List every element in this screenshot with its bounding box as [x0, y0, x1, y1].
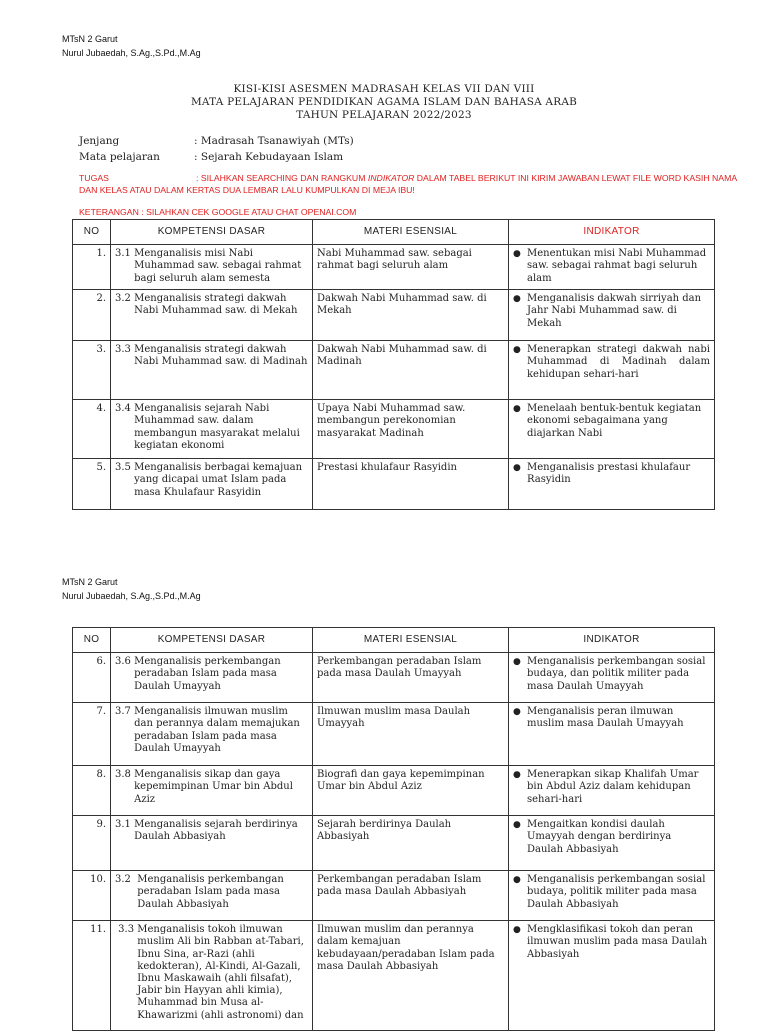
row-indikator: [509, 245, 715, 290]
indikator-text: Menganalisis prestasi khulafaur Rasyidin: [527, 462, 691, 486]
page2-header: [62, 575, 201, 603]
row-materi: Ilmuwan muslim dan perannya dalam kemajuan kebudayaan/peradaban Islam pada masa Daulah Abbasiyah: [313, 921, 509, 1031]
header-kompetensi: KOMPETENSI DASAR: [111, 628, 313, 653]
row-materi: Prestasi khulafaur Rasyidin: [313, 459, 509, 510]
mapel-label: Mata pelajaran: [79, 151, 160, 163]
row-no: 5.: [73, 459, 111, 510]
table-row: [73, 921, 715, 1031]
tugas-text-em: INDIKATOR: [367, 173, 415, 183]
tugas-instruction: [79, 172, 749, 196]
kd-code: 3.2: [115, 874, 138, 886]
bullet-icon: ●: [513, 249, 521, 260]
row-indikator: [509, 290, 715, 341]
kd-text: Menganalisis ilmuwan muslim dan perannya dalam memajukan peradaban Islam pada masa Daulah Umayyah: [134, 706, 300, 754]
row-no: 2.: [73, 290, 111, 341]
kd-text: Menganalisis perkembangan peradaban Islam pada masa Daulah Umayyah: [134, 656, 281, 692]
row-materi: Dakwah Nabi Muhammad saw. di Madinah: [313, 341, 509, 400]
row-no: 8.: [73, 766, 111, 816]
bullet-icon: ●: [513, 657, 521, 668]
row-materi: Perkembangan peradaban Islam pada masa Daulah Abbasiyah: [313, 871, 509, 921]
row-no: 10.: [73, 871, 111, 921]
table-row: [73, 816, 715, 871]
row-indikator: [509, 921, 715, 1031]
kisi-table-1: [72, 219, 715, 510]
row-materi: Biografi dan gaya kepemimpinan Umar bin Abdul Aziz: [313, 766, 509, 816]
row-kd: [111, 816, 313, 871]
school-name: MTsN 2 Garut: [62, 34, 118, 44]
row-indikator: [509, 703, 715, 766]
row-kd: [111, 921, 313, 1031]
indikator-text: Mengklasifikasi tokoh dan peran ilmuwan muslim pada masa Daulah Abbasiyah: [527, 924, 708, 960]
row-no: 7.: [73, 703, 111, 766]
school-name: MTsN 2 Garut: [62, 577, 118, 587]
row-no: 6.: [73, 653, 111, 703]
indikator-text: Menganalisis peran ilmuwan muslim masa Daulah Umayyah: [527, 706, 684, 730]
row-kd: [111, 459, 313, 510]
mapel-value: : Sejarah Kebudayaan Islam: [194, 151, 344, 163]
row-materi: Dakwah Nabi Muhammad saw. di Mekah: [313, 290, 509, 341]
bullet-icon: ●: [513, 345, 521, 356]
teacher-name: Nurul Jubaedah, S.Ag.,S.Pd.,M.Ag: [62, 591, 201, 601]
indikator-text: Menerapkan strategi dakwah nabi Muhammad di Madinah dalam kehidupan sehari-hari: [527, 344, 710, 380]
kd-code: 3.1: [115, 819, 135, 831]
header-indikator: INDIKATOR: [509, 220, 715, 245]
table-row: [73, 400, 715, 459]
indikator-text: Menerapkan sikap Khalifah Umar bin Abdul Aziz dalam kehidupan sehari-hari: [527, 769, 699, 805]
indikator-text: Menganalisis perkembangan sosial budaya, dan politik militer pada masa Daulah Umayyah: [527, 656, 706, 692]
indikator-text: Menganalisis perkembangan sosial budaya, politik militer pada masa Daulah Abbasiyah: [527, 874, 706, 910]
bullet-icon: ●: [513, 925, 521, 936]
bullet-icon: ●: [513, 770, 521, 781]
teacher-name: Nurul Jubaedah, S.Ag.,S.Pd.,M.Ag: [62, 48, 201, 58]
indikator-text: Mengaitkan kondisi daulah Umayyah dengan berdirinya Daulah Abbasiyah: [527, 819, 672, 855]
kd-text: Menganalisis strategi dakwah Nabi Muhammad saw. di Madinah: [134, 344, 308, 368]
kd-text: Menganalisis misi Nabi Muhammad saw. sebagai rahmat bagi seluruh alam semesta: [134, 248, 302, 284]
table-row: [73, 245, 715, 290]
row-kd: [111, 400, 313, 459]
row-no: 1.: [73, 245, 111, 290]
tugas-text-post: DALAM TABEL BERIKUT INI KIRIM JAWABAN LEWAT FILE WORD KASIH NAMA DAN KELAS ATAU DALAM KERTAS DUA LEMBAR LALU KUMPULKAN DI MEJA IBU!: [79, 173, 737, 195]
header-materi: MATERI ESENSIAL: [313, 220, 509, 245]
table-header-row: [73, 220, 715, 245]
table-row: [73, 703, 715, 766]
kd-text: Menganalisis sikap dan gaya kepemimpinan Umar bin Abdul Aziz: [134, 769, 293, 805]
title-line3: TAHUN PELAJARAN 2022/2023: [296, 109, 472, 121]
tugas-text-pre: : SILAHKAN SEARCHING DAN RANGKUM: [196, 173, 368, 183]
table-row: [73, 290, 715, 341]
page1-header: [62, 32, 201, 60]
row-indikator: [509, 459, 715, 510]
table-row: [73, 766, 715, 816]
bullet-icon: ●: [513, 404, 521, 415]
kd-text: Menganalisis berbagai kemajuan yang dicapai umat Islam pada masa Khulafaur Rasyidin: [134, 462, 303, 498]
row-materi: Nabi Muhammad saw. sebagai rahmat bagi seluruh alam: [313, 245, 509, 290]
row-no: 9.: [73, 816, 111, 871]
row-kd: [111, 653, 313, 703]
title-line2: MATA PELAJARAN PENDIDIKAN AGAMA ISLAM DAN BAHASA ARAB: [190, 96, 578, 108]
row-kd: [111, 341, 313, 400]
document-title: [0, 83, 768, 122]
row-materi: Sejarah berdirinya Daulah Abbasiyah: [313, 816, 509, 871]
title-line1: KISI-KISI ASESMEN MADRASAH KELAS VII DAN VIII: [233, 83, 535, 95]
row-indikator: [509, 871, 715, 921]
table-row: [73, 653, 715, 703]
table-header-row: [73, 628, 715, 653]
jenjang-label: Jenjang: [79, 135, 120, 147]
bullet-icon: ●: [513, 875, 521, 886]
kd-code: 3.5: [115, 462, 135, 474]
row-kd: [111, 245, 313, 290]
indikator-text: Menelaah bentuk-bentuk kegiatan ekonomi sebagaimana yang diajarkan Nabi: [527, 403, 702, 439]
kd-code: 3.7: [115, 706, 135, 718]
header-kompetensi: KOMPETENSI DASAR: [111, 220, 313, 245]
bullet-icon: ●: [513, 294, 521, 305]
table-row: [73, 341, 715, 400]
tugas-label: TUGAS: [79, 173, 109, 183]
kd-text: Menganalisis perkembangan peradaban Islam pada masa Daulah Abbasiyah: [137, 874, 284, 910]
bullet-icon: ●: [513, 463, 521, 474]
jenjang-value: : Madrasah Tsanawiyah (MTs): [194, 135, 354, 147]
kd-code: 3.3: [115, 924, 138, 936]
indikator-text: Menganalisis dakwah sirriyah dan Jahr Nabi Muhammad saw. di Mekah: [527, 293, 702, 329]
row-kd: [111, 871, 313, 921]
bullet-icon: ●: [513, 707, 521, 718]
keterangan-note: KETERANGAN : SILAHKAN CEK GOOGLE ATAU CHAT OPENAI.COM: [79, 207, 357, 217]
row-indikator: [509, 341, 715, 400]
row-indikator: [509, 766, 715, 816]
kd-code: 3.3: [115, 344, 135, 356]
header-no: NO: [73, 220, 111, 245]
bullet-icon: ●: [513, 820, 521, 831]
row-materi: Ilmuwan muslim masa Daulah Umayyah: [313, 703, 509, 766]
kd-code: 3.4: [115, 403, 135, 415]
header-no: NO: [73, 628, 111, 653]
row-no: 11.: [73, 921, 111, 1031]
row-kd: [111, 290, 313, 341]
row-materi: Upaya Nabi Muhammad saw. membangun perekonomian masyarakat Madinah: [313, 400, 509, 459]
kd-code: 3.8: [115, 769, 135, 781]
kd-text: Menganalisis tokoh ilmuwan muslim Ali bin Rabban at-Tabari, Ibnu Sina, ar-Razi (ahli kedokteran), Al-Kindi, Al-Gazali, Ibnu Maskawaih (ahli filsafat), Jabir bin Hayyan ahli kimia), Muhammad bin Musa al-Khawarizmi (ahli astronomi) dan: [137, 924, 304, 1021]
row-materi: Perkembangan peradaban Islam pada masa Daulah Umayyah: [313, 653, 509, 703]
kd-code: 3.1: [115, 248, 135, 260]
table-row: [73, 459, 715, 510]
kd-code: 3.6: [115, 656, 135, 668]
row-kd: [111, 766, 313, 816]
row-indikator: [509, 400, 715, 459]
kd-code: 3.2: [115, 293, 135, 305]
row-kd: [111, 703, 313, 766]
row-indikator: [509, 653, 715, 703]
row-no: 4.: [73, 400, 111, 459]
kd-text: Menganalisis strategi dakwah Nabi Muhammad saw. di Mekah: [134, 293, 298, 317]
kd-text: Menganalisis sejarah Nabi Muhammad saw. dalam membangun masyarakat melalui kegiatan ekonomi: [134, 403, 300, 451]
kd-text: Menganalisis sejarah berdirinya Daulah Abbasiyah: [134, 819, 298, 843]
kisi-table-2: [72, 627, 715, 1031]
indikator-text: Menentukan misi Nabi Muhammad saw. sebagai rahmat bagi seluruh alam: [527, 248, 707, 284]
row-no: 3.: [73, 341, 111, 400]
table-row: [73, 871, 715, 921]
row-indikator: [509, 816, 715, 871]
header-materi: MATERI ESENSIAL: [313, 628, 509, 653]
header-indikator: INDIKATOR: [509, 628, 715, 653]
